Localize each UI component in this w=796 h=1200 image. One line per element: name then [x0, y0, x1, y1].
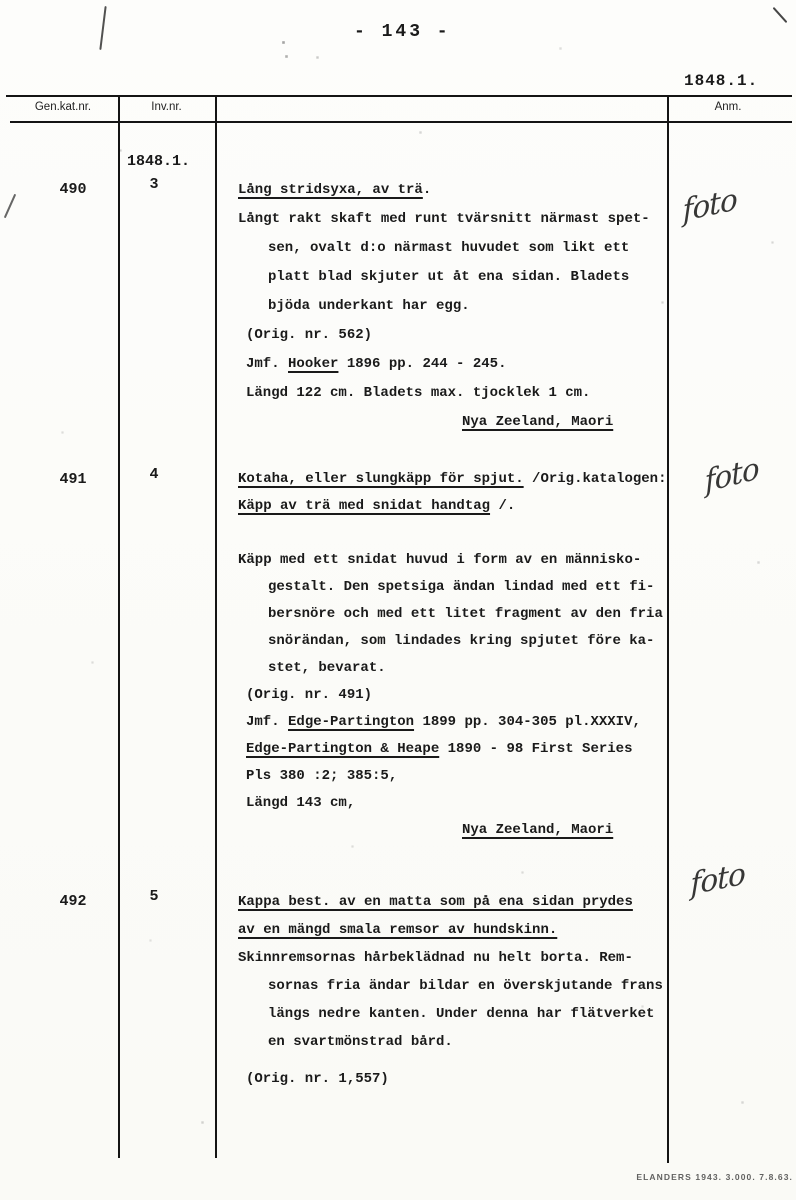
underlined-text: Nya Zeeland, Maori: [462, 822, 614, 838]
column-header-invnr: Inv.nr.: [151, 101, 182, 113]
plain-text: /.: [490, 498, 516, 514]
plain-text: Längd 122 cm. Bladets max. tjocklek 1 cm.: [246, 385, 591, 401]
underlined-text: Kappa best. av en matta som på ena sidan prydes: [238, 894, 633, 910]
catalog-year-reference: 1848.1.: [684, 72, 759, 90]
plain-text: Längd 143 cm,: [246, 795, 356, 811]
text-line: [238, 763, 674, 790]
inv-nr: 5: [149, 888, 159, 905]
underlined-text: Hooker: [288, 356, 339, 372]
text-line: [238, 790, 674, 817]
text-line: [238, 379, 674, 408]
inv-nr: 4: [149, 466, 159, 483]
plain-text: Jmf.: [246, 714, 289, 730]
plain-text: (Orig. nr. 1,557): [246, 1071, 389, 1087]
plain-text: Pls 380 :2; 385:5,: [246, 768, 398, 784]
text-line: [238, 916, 674, 944]
underlined-text: Käpp av trä med snidat handtag: [238, 498, 491, 514]
text-line: [238, 682, 674, 709]
text-line: [238, 817, 674, 844]
entry-description: [238, 176, 674, 437]
handwritten-note-foto: foto: [703, 451, 760, 500]
ink-mark-top-right-corner: [773, 7, 788, 23]
catalog-entry-490: [59, 176, 674, 437]
catalog-entry-491: [59, 466, 674, 844]
text-line: [238, 321, 674, 350]
text-line: [238, 944, 674, 972]
plain-text: .: [422, 182, 432, 198]
handwritten-note-foto: foto: [681, 181, 738, 230]
paper-noise: [0, 0, 1, 1]
underlined-text: Edge-Partington & Heape: [246, 741, 440, 757]
plain-text: (Orig. nr. 562): [246, 327, 373, 343]
text-line: [238, 972, 674, 1000]
page-number: - 143 -: [354, 22, 451, 42]
plain-text: 1896 pp. 244 - 245.: [338, 356, 507, 372]
plain-text: längs nedre kanten. Under denna har flätverket: [268, 1006, 655, 1022]
plain-text: gestalt. Den spetsiga ändan lindad med ett fi-: [268, 579, 655, 595]
text-line: [238, 601, 674, 628]
underlined-text: Kotaha, eller slungkäpp för spjut.: [238, 471, 524, 487]
underlined-text: av en mängd smala remsor av hundskinn.: [238, 922, 558, 938]
plain-text: Käpp med ett snidat huvud i form av en människo-: [238, 552, 642, 568]
column-line-anm: [667, 95, 669, 1163]
text-line: [238, 234, 674, 263]
table-top-border: [6, 95, 792, 97]
underlined-text: Edge-Partington: [288, 714, 415, 730]
plain-text: platt blad skjuter ut åt ena sidan. Bladets: [268, 269, 630, 285]
plain-text: sornas fria ändar bildar en överskjutande frans: [268, 978, 663, 994]
text-line: [238, 176, 674, 205]
text-line: [238, 709, 674, 736]
plain-text: Jmf.: [246, 356, 289, 372]
column-line-invnr: [215, 95, 217, 1158]
plain-text: sen, ovalt d:o närmast huvudet som likt ett: [268, 240, 630, 256]
text-line: [238, 1028, 674, 1056]
gen-kat-nr: 492: [59, 893, 87, 910]
text-line: [238, 628, 674, 655]
text-line: [238, 736, 674, 763]
plain-text: stet, bevarat.: [268, 660, 386, 676]
catalog-entry-492: [59, 888, 674, 1093]
handwritten-note-foto: foto: [690, 856, 746, 903]
entry-description: [238, 466, 674, 844]
text-line: [238, 466, 674, 493]
table-header-divider: [10, 121, 792, 123]
text-line: [238, 1000, 674, 1028]
text-line: [238, 1065, 674, 1093]
text-line: [238, 350, 674, 379]
column-line-genkatnr: [118, 95, 120, 1158]
text-line: [238, 574, 674, 601]
plain-text: /Orig.katalogen:: [523, 471, 667, 487]
text-line: [238, 493, 674, 520]
ink-mark-top-left: [99, 6, 106, 50]
text-line: [238, 205, 674, 234]
text-line: [238, 888, 674, 916]
column-header-anm: Anm.: [714, 101, 742, 113]
text-line: [238, 547, 674, 574]
plain-text: Skinnremsornas hårbeklädnad nu helt borta. Rem-: [238, 950, 633, 966]
plain-text: en svartmönstrad bård.: [268, 1034, 453, 1050]
underlined-text: Lång stridsyxa, av trä: [238, 182, 423, 198]
inv-nr: 3: [149, 176, 159, 193]
entry-description: [238, 888, 674, 1093]
gen-kat-nr: 491: [59, 471, 87, 488]
plain-text: (Orig. nr. 491): [246, 687, 373, 703]
plain-text: 1890 - 98 First Series: [439, 741, 633, 757]
plain-text: snörändan, som lindades kring spjutet före ka-: [268, 633, 655, 649]
inventory-group-label: 1848.1.: [127, 153, 191, 170]
gen-kat-nr: 490: [59, 181, 87, 198]
text-line: [238, 292, 674, 321]
underlined-text: Nya Zeeland, Maori: [462, 414, 614, 430]
plain-text: bersnöre och med ett litet fragment av den fria: [268, 606, 663, 622]
plain-text: Långt rakt skaft med runt tvärsnitt närmast spet-: [238, 211, 650, 227]
column-header-genkatnr: Gen.kat.nr.: [34, 101, 92, 113]
plain-text: 1899 pp. 304-305 pl.XXXIV,: [414, 714, 641, 730]
text-line: [238, 408, 674, 437]
text-line: [238, 263, 674, 292]
plain-text: bjöda underkant har egg.: [268, 298, 470, 314]
ink-mark-left-margin: [4, 194, 16, 219]
printer-mark: ELANDERS 1943. 3.000. 7.8.63.: [636, 1172, 793, 1182]
text-line: [238, 655, 674, 682]
blank-line: [238, 520, 674, 547]
